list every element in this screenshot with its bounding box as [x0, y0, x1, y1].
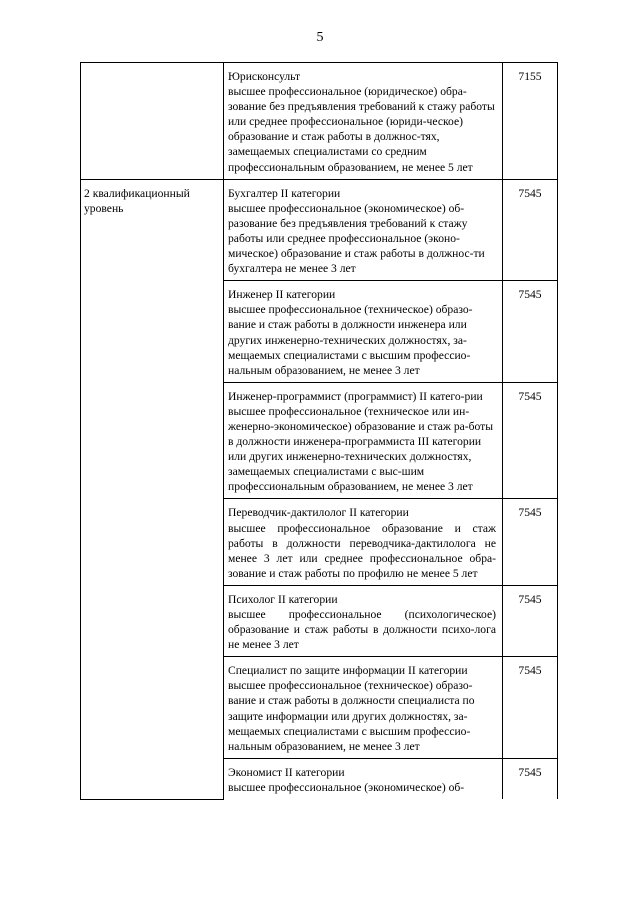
position-cell [224, 382, 503, 499]
qualification-table [80, 62, 558, 800]
position-requirements: высшее профессиональное образование и стаж работы в должности переводчика-дактилолога не менее 3 лет или среднее профессиональное обра-зование и стаж работы по профилю не менее 5 лет [228, 521, 496, 580]
position-cell [224, 179, 503, 281]
position-cell [224, 63, 503, 180]
page-number: 5 [316, 30, 324, 45]
position-requirements: высшее профессиональное (психологическое) образование и стаж работы в должности психо-лога не менее 3 лет [228, 608, 496, 652]
position-title: Инженер II категории [228, 288, 336, 302]
qualification-level-cell: 2 квалификационный уровень [81, 179, 224, 799]
position-requirements: высшее профессиональное (юридическое) обра-зование без предъявления требований к стажу работы или среднее профессиональное (юриди-ческое) образование и стаж работы в должнос-тях, замещаемых специалистами со средним профессиональным образованием, не менее 5 лет [228, 85, 495, 174]
position-title: Юрисконсульт [228, 70, 301, 83]
position-title: Переводчик-дактилолог II категории [228, 506, 409, 520]
salary-cell: 7545 [503, 758, 558, 799]
salary-cell: 7545 [503, 657, 558, 759]
position-requirements: высшее профессиональное (техническое или ин-женерно-экономическое) образование и стаж ра-боты в должности инженера-программиста III категории или других инженерно-технических должностях, замещаемых специалистами с выс-шим профессиональным образованием, не менее 3 лет [228, 404, 494, 494]
salary-cell: 7545 [503, 499, 558, 585]
position-cell [224, 758, 503, 799]
salary-cell: 7545 [503, 382, 558, 499]
position-title: Экономист II категории [228, 765, 345, 779]
position-title: Психолог II категории [228, 592, 338, 606]
salary-cell: 7545 [503, 179, 558, 281]
table-row [81, 179, 558, 281]
position-cell [224, 657, 503, 759]
position-cell [224, 499, 503, 585]
position-title: Бухгалтер II категории [228, 186, 341, 200]
salary-cell: 7155 [503, 63, 558, 180]
position-requirements: высшее профессиональное (экономическое) об-разование без предъявления требований к стажу работы или среднее профессиональное (эконо-мическое) образование и стаж работы в должнос-ти бухгалтера не менее 3 лет [228, 201, 485, 276]
position-cell [224, 585, 503, 656]
qualification-level-cell [81, 63, 224, 180]
position-title: Специалист по защите информации II категории [228, 664, 468, 678]
position-title: Инженер-программист (программист) II катего-рии [228, 389, 483, 403]
position-requirements: высшее профессиональное (экономическое) об- [228, 780, 465, 794]
position-requirements: высшее профессиональное (техническое) образо-вание и стаж работы в должности специалиста по защите информации или других должностях, за-мещаемых специалистами с высшим профессио-нальным образованием, не менее 3 лет [228, 679, 475, 753]
salary-cell: 7545 [503, 585, 558, 656]
position-requirements: высшее профессиональное (техническое) образо-вание и стаж работы в должности инженера или других инженерно-технических должностях, за-мещаемых специалистами с высшим профессио-нальным образованием, не менее 3 лет [228, 303, 473, 377]
position-cell [224, 281, 503, 383]
salary-cell: 7545 [503, 281, 558, 383]
table-row [81, 63, 558, 180]
